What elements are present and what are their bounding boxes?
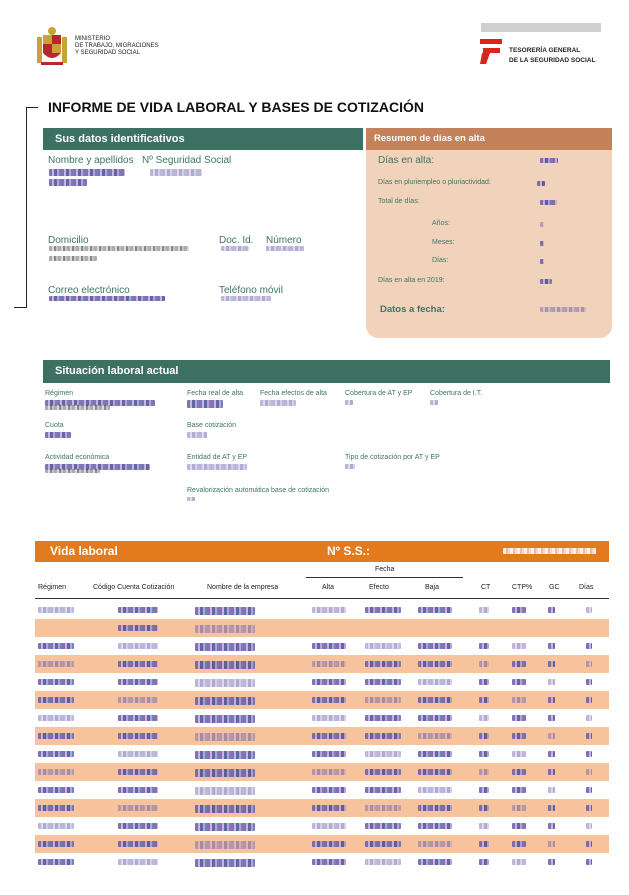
tipo-value-redacted <box>345 464 355 469</box>
redacted-cell <box>418 697 452 703</box>
redacted-cell <box>38 697 74 703</box>
redacted-cell <box>418 715 452 721</box>
redacted-cell <box>365 679 401 685</box>
redacted-cell <box>312 769 346 775</box>
redacted-cell <box>548 643 555 649</box>
redacted-cell <box>548 859 555 865</box>
redacted-cell <box>118 697 158 703</box>
redacted-cell <box>548 679 555 685</box>
redacted-cell <box>548 841 555 847</box>
redacted-cell <box>548 697 555 703</box>
ministry-line-1: MINISTERIO <box>75 36 111 42</box>
redacted-cell <box>479 607 489 613</box>
anos-value-redacted <box>540 222 544 227</box>
redacted-cell <box>479 697 489 703</box>
redacted-cell <box>548 733 555 739</box>
redacted-cell <box>38 733 74 739</box>
redacted-cell <box>118 751 158 757</box>
redacted-cell <box>479 859 489 865</box>
redacted-cell <box>418 661 452 667</box>
redacted-cell <box>365 643 401 649</box>
redacted-cell <box>312 859 346 865</box>
redacted-cell <box>312 805 346 811</box>
redacted-cell <box>195 697 255 705</box>
redacted-cell <box>512 751 526 757</box>
redacted-cell <box>512 787 526 793</box>
table-header-divider <box>35 598 609 599</box>
actividad-label: Actividad económica <box>45 454 110 461</box>
redacted-cell <box>365 715 401 721</box>
redacted-cell <box>479 787 489 793</box>
redacted-cell <box>195 733 255 741</box>
redacted-cell <box>195 823 255 831</box>
redacted-cell <box>118 841 158 847</box>
redacted-cell <box>365 607 401 613</box>
redacted-cell <box>418 841 452 847</box>
redacted-cell <box>586 787 592 793</box>
report-title: INFORME DE VIDA LABORAL Y BASES DE COTIZACIÓN <box>48 99 424 115</box>
redacted-cell <box>365 751 401 757</box>
redacted-cell <box>418 751 452 757</box>
anos-label: Años: <box>432 220 450 227</box>
dias-label: Días: <box>432 257 449 264</box>
redacted-cell <box>548 715 555 721</box>
datos-section-title: Sus datos identificativos <box>43 128 363 150</box>
redacted-cell <box>548 661 555 667</box>
tgss-line-2: DE LA SEGURIDAD SOCIAL <box>509 57 596 64</box>
vida-nss-value-redacted <box>503 548 596 554</box>
left-bracket-top <box>26 107 38 108</box>
redacted-cell <box>312 841 346 847</box>
redacted-cell <box>479 733 489 739</box>
redacted-cell <box>512 859 526 865</box>
redacted-cell <box>365 823 401 829</box>
dias-2019-value-redacted <box>540 279 552 284</box>
redacted-cell <box>118 859 158 865</box>
nombre-value-redacted <box>49 169 125 176</box>
redacted-cell <box>38 805 74 811</box>
redacted-cell <box>512 679 526 685</box>
fecha-group-header: Fecha <box>375 566 395 573</box>
redacted-cell <box>479 769 489 775</box>
redacted-cell <box>312 823 346 829</box>
redacted-cell <box>418 679 452 685</box>
redacted-cell <box>418 733 452 739</box>
redacted-cell <box>38 787 74 793</box>
redacted-cell <box>586 679 592 685</box>
redacted-cell <box>512 841 526 847</box>
redacted-cell <box>365 787 401 793</box>
redacted-cell <box>479 841 489 847</box>
redacted-cell <box>586 805 592 811</box>
redacted-cell <box>195 607 255 615</box>
redacted-cell <box>479 823 489 829</box>
redacted-cell <box>312 697 346 703</box>
redacted-cell <box>586 607 592 613</box>
regimen-label: Régimen <box>45 390 74 397</box>
redacted-cell <box>38 607 74 613</box>
numero-value-redacted <box>266 246 304 251</box>
redacted-cell <box>38 661 74 667</box>
redacted-cell <box>548 769 555 775</box>
fecha-efectos-label: Fecha efectos de alta <box>260 390 327 397</box>
redacted-cell <box>479 715 489 721</box>
redacted-cell <box>365 733 401 739</box>
left-bracket-bottom <box>14 307 27 308</box>
redacted-cell <box>418 823 452 829</box>
docid-value-redacted <box>221 246 249 251</box>
redacted-cell <box>38 841 74 847</box>
ministry-line-3: Y SEGURIDAD SOCIAL <box>75 50 140 56</box>
redacted-cell <box>365 661 401 667</box>
tipo-label: Tipo de cotización por AT y EP <box>345 454 440 461</box>
vida-title: Vida laboral <box>50 544 118 558</box>
redacted-cell <box>512 715 526 721</box>
redacted-cell <box>38 643 74 649</box>
redacted-cell <box>365 859 401 865</box>
redacted-cell <box>512 823 526 829</box>
redacted-cell <box>365 769 401 775</box>
col-dias: Días <box>579 584 594 591</box>
redacted-cell <box>586 859 592 865</box>
redacted-cell <box>586 769 592 775</box>
redacted-cell <box>118 661 158 667</box>
redacted-cell <box>118 625 158 631</box>
regimen-value-redacted-2 <box>45 405 110 410</box>
datos-fecha-value-redacted <box>540 307 586 312</box>
redacted-cell <box>118 787 158 793</box>
cobertura-at-value-redacted <box>345 400 353 405</box>
col-regimen: Régimen <box>38 584 67 591</box>
telefono-label: Teléfono móvil <box>219 285 283 296</box>
col-codigo: Código Cuenta Cotización <box>93 584 175 591</box>
redacted-cell <box>418 643 452 649</box>
dias-2019-label: Días en alta en 2019: <box>378 277 445 284</box>
cobertura-it-value-redacted <box>430 400 438 405</box>
col-efecto: Efecto <box>369 584 389 591</box>
dias-value-redacted <box>540 259 544 264</box>
redacted-cell <box>586 661 592 667</box>
redacted-cell <box>586 715 592 721</box>
redacted-cell <box>312 679 346 685</box>
redacted-cell <box>365 697 401 703</box>
redacted-cell <box>418 769 452 775</box>
redacted-cell <box>479 805 489 811</box>
telefono-value-redacted <box>221 296 271 301</box>
fecha-real-value-redacted <box>187 400 223 408</box>
fecha-efectos-value-redacted <box>260 400 296 406</box>
redacted-cell <box>512 769 526 775</box>
redacted-cell <box>195 625 255 633</box>
revalorizacion-value-redacted <box>187 497 195 501</box>
resumen-title: Resumen de días en alta <box>366 128 612 150</box>
redacted-cell <box>512 607 526 613</box>
redacted-cell <box>118 769 158 775</box>
redacted-cell <box>512 805 526 811</box>
redacted-cell <box>548 751 555 757</box>
col-ct: CT <box>481 584 491 591</box>
redacted-cell <box>38 859 74 865</box>
col-baja: Baja <box>425 584 440 591</box>
redacted-cell <box>365 805 401 811</box>
nss-label: Nº Seguridad Social <box>142 155 232 166</box>
redacted-cell <box>479 661 489 667</box>
nombre-label: Nombre y apellidos <box>48 155 134 166</box>
fecha-group-line <box>306 577 463 578</box>
total-label: Total de días: <box>378 198 420 205</box>
base-label: Base cotización <box>187 422 237 429</box>
redacted-cell <box>548 787 555 793</box>
correo-label: Correo electrónico <box>48 285 130 296</box>
redacted-cell <box>548 823 555 829</box>
redacted-cell <box>512 697 526 703</box>
domicilio-value-redacted-2 <box>49 256 97 261</box>
redacted-cell <box>118 679 158 685</box>
situacion-title: Situación laboral actual <box>43 360 610 383</box>
base-value-redacted <box>187 432 207 438</box>
redacted-cell <box>365 841 401 847</box>
total-value-redacted <box>540 200 557 205</box>
redacted-cell <box>418 607 452 613</box>
entidad-value-redacted <box>187 464 247 470</box>
header-grey-bar <box>481 23 601 32</box>
redacted-cell <box>195 841 255 849</box>
redacted-cell <box>118 607 158 613</box>
col-ctp: CTP% <box>512 584 533 591</box>
coat-of-arms-icon <box>33 27 71 67</box>
redacted-cell <box>479 751 489 757</box>
redacted-cell <box>586 643 592 649</box>
redacted-cell <box>312 643 346 649</box>
redacted-cell <box>195 643 255 651</box>
redacted-cell <box>195 769 255 777</box>
redacted-cell <box>512 661 526 667</box>
correo-value-redacted <box>49 296 165 301</box>
redacted-cell <box>512 733 526 739</box>
nss-value-redacted <box>150 169 202 176</box>
redacted-cell <box>512 643 526 649</box>
redacted-cell <box>418 805 452 811</box>
redacted-cell <box>479 643 489 649</box>
redacted-cell <box>312 787 346 793</box>
redacted-cell <box>312 607 346 613</box>
redacted-cell <box>586 841 592 847</box>
revalorizacion-label: Revalorización automática base de cotización <box>187 487 330 494</box>
redacted-cell <box>118 733 158 739</box>
redacted-cell <box>195 859 255 867</box>
redacted-cell <box>418 859 452 865</box>
redacted-cell <box>38 679 74 685</box>
redacted-cell <box>38 769 74 775</box>
redacted-cell <box>312 751 346 757</box>
col-empresa: Nombre de la empresa <box>207 584 279 591</box>
redacted-cell <box>312 661 346 667</box>
col-gc: GC <box>549 584 560 591</box>
redacted-cell <box>548 805 555 811</box>
dias-alta-value-redacted <box>540 158 558 163</box>
redacted-cell <box>312 733 346 739</box>
redacted-cell <box>195 661 255 669</box>
redacted-cell <box>195 805 255 813</box>
ministry-line-2: DE TRABAJO, MIGRACIONES <box>75 43 159 49</box>
numero-label: Número <box>266 235 302 246</box>
redacted-cell <box>118 823 158 829</box>
redacted-cell <box>118 715 158 721</box>
redacted-cell <box>118 805 158 811</box>
redacted-cell <box>195 679 255 687</box>
dias-alta-label: Días en alta: <box>378 155 435 166</box>
redacted-cell <box>195 715 255 723</box>
col-alta: Alta <box>322 584 335 591</box>
cobertura-at-label: Cobertura de AT y EP <box>345 390 413 397</box>
docid-label: Doc. Id. <box>219 235 254 246</box>
meses-value-redacted <box>540 241 544 246</box>
nombre-value-redacted-2 <box>49 179 87 186</box>
entidad-label: Entidad de AT y EP <box>187 454 248 461</box>
datos-fecha-label: Datos a fecha: <box>380 304 445 315</box>
redacted-cell <box>586 823 592 829</box>
redacted-cell <box>38 751 74 757</box>
redacted-cell <box>586 697 592 703</box>
actividad-value-redacted-2 <box>45 469 100 473</box>
redacted-cell <box>586 733 592 739</box>
cuota-label: Cuota <box>45 422 64 429</box>
cobertura-it-label: Cobertura de I.T. <box>430 390 483 397</box>
tgss-line-1: TESORERÍA GENERAL <box>509 47 581 54</box>
redacted-cell <box>548 607 555 613</box>
redacted-cell <box>195 751 255 759</box>
redacted-cell <box>312 715 346 721</box>
redacted-cell <box>479 679 489 685</box>
vida-nss-label: Nº S.S.: <box>327 544 371 558</box>
redacted-cell <box>38 823 74 829</box>
pluriempleo-value-redacted <box>537 181 545 186</box>
domicilio-value-redacted <box>49 246 189 251</box>
redacted-cell <box>418 787 452 793</box>
fecha-real-label: Fecha real de alta <box>187 390 244 397</box>
redacted-cell <box>118 643 158 649</box>
cuota-value-redacted <box>45 432 71 438</box>
meses-label: Meses: <box>432 239 455 246</box>
domicilio-label: Domicilio <box>48 235 89 246</box>
redacted-cell <box>195 787 255 795</box>
pluriempleo-label: Días en pluriempleo o pluriactividad: <box>378 179 491 186</box>
redacted-cell <box>38 715 74 721</box>
left-bracket-line <box>26 107 27 307</box>
tgss-logo-icon <box>480 39 504 65</box>
redacted-cell <box>586 751 592 757</box>
